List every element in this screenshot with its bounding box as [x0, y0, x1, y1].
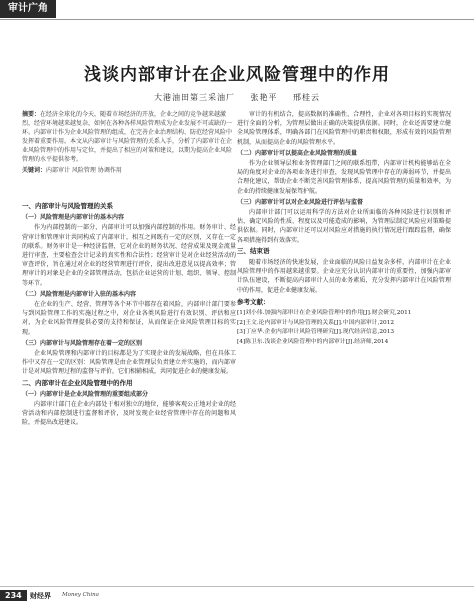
keywords-label: 关键词： [22, 167, 47, 174]
paragraph: 作为内部控制的一部分，内部审计可以加强内部控制的作用。财务审计、经营审计和管理审计共同构成了内部审计，相互之间既有一定的区别，又存在一定的联系。财务审计是一种经济监督，它对企业的财务状况、经营成果及现金流量进行审查，主要检查会计记录的真实性和合法性；经营审计是对企业经营活动的审查评价，旨在通过对企业的经营管理进行评价，提出改进意见以提高效率；管理审计的对象是企业的全部管理活动，包括企业运营的计划、组织、领导、控制等环节。 [22, 224, 236, 287]
paragraph: 随着市场经济的快速发展，企业面临的风险日益复杂多样，内部审计在企业风险管理中的作用越来越重要。企业应充分认识内部审计的重要性，加强内部审计队伍建设，不断提高内部审计人员的业务素质，充分发挥内部审计在风险管理中的作用，促进企业健康发展。 [237, 259, 451, 294]
heading-2-3: （三）内部审计可以对企业风险进行评估与监督 [237, 198, 364, 206]
heading-3: 三、结束语 [237, 246, 270, 255]
heading-1-1: （一）风险管理是内部审计的基本内容 [22, 214, 125, 222]
abstract-text: 在经济全球化的今天，随着市场经济的开放，企业之间的竞争越来越激烈，经营环境越来越复杂，如何在各种各样风险管理成为企业发展不可或缺的一环。内部审计作为企业风险管理的组成，在完善企业治理结构、防范经营风险中发挥着重要作用。本文从内部审计与风险管理的关系入手，分析了内部审计在企业风险管理中的作用与定位，并提出了相应的对策和建议，以期为提高企业风险管理的水平提供参考。 [22, 111, 233, 163]
paragraph: 内部审计部门在企业内部处于相对独立的地位，能够客观公正地对企业的经营活动和内部控制进行监督和评价，及时发现企业经营管理中存在的问题和风险，并提出改进建议。 [22, 401, 236, 427]
page-number: 234 [0, 590, 27, 601]
right-column [237, 110, 451, 347]
heading-2-2: （二）内部审计可以提高企业风险管理的质量 [237, 149, 358, 157]
paragraph: 作为企业领导层和业务管理部门之间的联系纽带，内部审计机构能够站在全局的角度对企业的各项业务进行审查，发现风险管理中存在的薄弱环节，并提出合理化建议，帮助企业不断完善风险管理体系，提高风险管理的质量和效率，为企业的持续健康发展保驾护航。 [237, 160, 451, 195]
paragraph: 审计的有机结合，提高数据的准确性、合理性，企业对各项目标的实现情况进行全面的分析，为管理层做出正确的决策提供依据。同时，企业还需要建立健全风险管理体系，明确各部门在风险管理中的职责和权限，形成有效的风险管理机制，从而提高企业的风险管理水平。 [237, 111, 451, 146]
section-tag: 审计广角 [0, 0, 56, 18]
authors [0, 92, 474, 103]
reference-item: [3]丁应华.企业内部审计风险管理研究[J].现代经济信息,2013 [237, 329, 395, 336]
header-bar [0, 0, 474, 20]
keywords [22, 166, 232, 175]
affiliation: 大港油田第三采油厂 [153, 93, 235, 102]
heading-2: 二、内部审计在企业风险管理中的作用 [22, 378, 133, 387]
heading-1: 一、内部审计与风险管理的关系 [22, 202, 113, 210]
article-title: 浅谈内部审计在企业风险管理中的作用 [84, 65, 390, 85]
left-column [22, 200, 236, 430]
paragraph: 企业风险管理和内部审计的目标都是为了实现企业的发展战略，但在具体工作中又存在一定的区别：风险管理是由企业管理层负责建立并实施的，而内部审计是对风险管理过程的监督与评价，它们相辅相成，共同促进企业的健康发展。 [22, 350, 236, 376]
references-title: 参考文献： [237, 297, 270, 306]
journal-name: 财经界 [30, 591, 51, 600]
heading-1-2: （二）风险管理是内部审计入驻的基本内容 [22, 290, 137, 298]
heading-2-1: （一）内部审计是企业风险管理的重要组成部分 [22, 390, 149, 398]
reference-item: [4]陈卫东.浅谈企业风险管理中的内部审计[J].经济师,2014 [237, 338, 389, 345]
author-1: 张艳平 [250, 93, 278, 102]
paragraph: 内部审计部门可以运用科学的方法对企业所面临的各种风险进行识别和评估，确定风险的性质、程度以及可能造成的影响，为管理层制定风险应对策略提供依据。同时，内部审计还可以对风险应对措施的执行情况进行跟踪监督，确保各项措施得到有效落实。 [237, 209, 451, 244]
abstract-label: 摘要： [22, 111, 41, 118]
keywords-text: 内部审计 风险管理 协调作用 [46, 167, 122, 174]
heading-1-3: （三）内部审计与风险管理存在着一定的区别 [22, 339, 143, 347]
author-2: 邢桂云 [293, 93, 321, 102]
reference-item: [1]刘小伟.加强内部审计在企业风险管理中的作用[J].财会研究,2011 [237, 310, 412, 317]
paragraph: 在企业的生产、经营、管理等各个环节中都存在着风险，内部审计部门要参与到风险管理工作的实施过程之中，对企业各类风险进行有效识别、评估和应对，为企业风险管理提供必要的支持和保证，从而保证企业风险管理目标的实现。 [22, 301, 236, 336]
journal-subtitle: Money China [62, 592, 99, 598]
page-footer [0, 586, 474, 604]
reference-item: [2]王文.论内部审计与风险管理的关系[J].中国内部审计,2012 [237, 319, 395, 326]
abstract [22, 110, 232, 175]
